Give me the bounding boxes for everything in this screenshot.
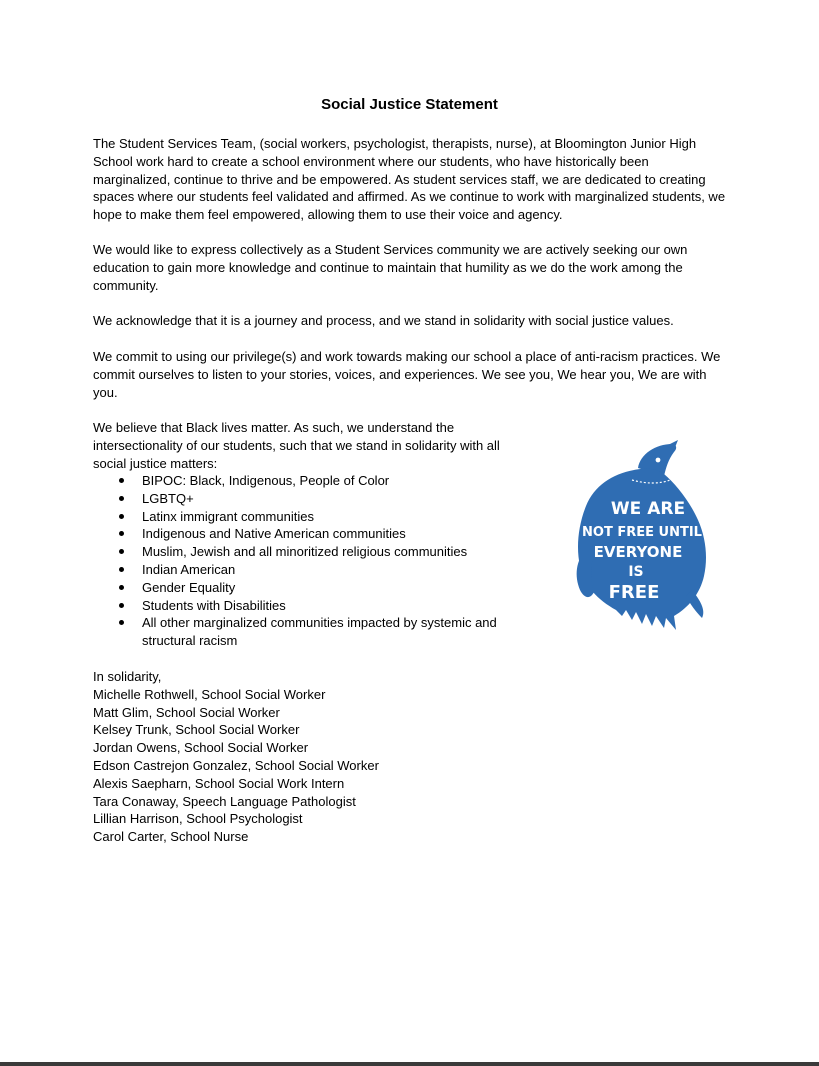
signatory: Michelle Rothwell, School Social Worker xyxy=(93,686,326,702)
bird-lettering: FREE xyxy=(608,582,660,603)
bird-lettering: IS xyxy=(628,564,644,580)
list-item: LGBTQ+ xyxy=(93,490,523,508)
bird-lettering: NOT FREE UNTIL xyxy=(582,525,702,540)
paragraph-journey: We acknowledge that it is a journey and process, and we stand in solidarity with social justice values. xyxy=(93,313,674,328)
solidarity-list xyxy=(93,472,523,650)
signature-block xyxy=(93,668,593,846)
bird-lettering: WE ARE xyxy=(610,499,686,519)
bird-lettering: EVERYONE xyxy=(593,543,683,561)
list-item: All other marginalized communities impacted by systemic and structural racism xyxy=(93,614,523,650)
list-item: Indigenous and Native American communities xyxy=(93,525,523,543)
signatory: Matt Glim, School Social Worker xyxy=(93,704,280,720)
list-item: Indian American xyxy=(93,561,523,579)
list-item: BIPOC: Black, Indigenous, People of Color xyxy=(93,472,523,490)
signatory: Jordan Owens, School Social Worker xyxy=(93,740,309,756)
paragraph-education: We would like to express collectively as a Student Services community we are actively seeking our own education to gain more knowledge and continue to maintain that humility as we do the work among the community. xyxy=(93,242,688,293)
bird-illustration-icon xyxy=(572,440,712,636)
paragraph-intro: The Student Services Team, (social workers, psychologist, therapists, nurse), at Bloomington Junior High School work hard to create a school environment where our students, who have historically been marginalized, continue to thrive and be empowered. As student services staff, we are dedicated to creating spaces where our students feel validated and affirmed. As we continue to work with marginalized students, we hope to make them feel empowered, allowing them to use their voice and agency. xyxy=(93,136,726,223)
paragraph-black-lives-matter: We believe that Black lives matter. As such, we understand the intersectionality of our students, such that we stand in solidarity with all social justice matters: xyxy=(93,420,500,471)
list-item: Students with Disabilities xyxy=(93,597,523,615)
signatory: Edson Castrejon Gonzalez, School Social Worker xyxy=(93,757,379,773)
list-item: Gender Equality xyxy=(93,579,523,597)
signatory: Lillian Harrison, School Psychologist xyxy=(93,811,303,827)
signatory: Tara Conaway, Speech Language Pathologist xyxy=(93,793,356,809)
paragraph-commitment: We commit to using our privilege(s) and work towards making our school a place of anti-racism practices. We commit ourselves to listen to your stories, voices, and experiences. We see you, We hear you, We are with you. xyxy=(93,349,721,400)
list-item: Muslim, Jewish and all minoritized religious communities xyxy=(93,543,523,561)
signatory: Carol Carter, School Nurse xyxy=(93,829,249,845)
signatory: Kelsey Trunk, School Social Worker xyxy=(93,722,300,738)
viewer-bottom-bar xyxy=(0,1062,819,1066)
closing-line: In solidarity, xyxy=(93,669,162,684)
list-item: Latinx immigrant communities xyxy=(93,508,523,526)
signatory: Alexis Saepharn, School Social Work Intern xyxy=(93,775,345,791)
page-title: Social Justice Statement xyxy=(321,96,498,113)
